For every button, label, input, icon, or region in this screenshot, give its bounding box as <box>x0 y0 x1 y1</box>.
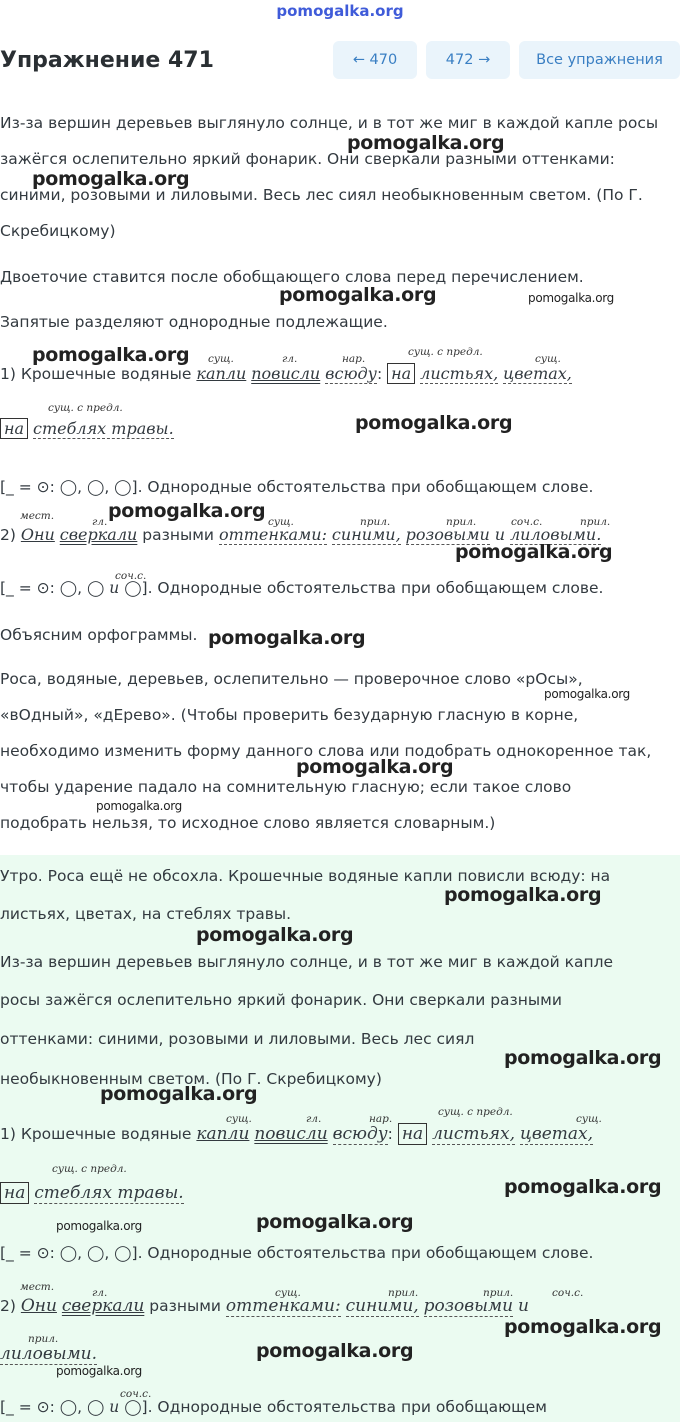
watermark: pomogalka.org <box>279 284 437 306</box>
watermark: pomogalka.org <box>208 627 366 649</box>
sentence-1-line-2 <box>0 419 174 438</box>
answer-sentence-2-line-2: лиловыми. <box>0 1344 98 1364</box>
answer-scheme-1: [_ = ⊙: ◯, ◯, ◯]. Однородные обстоятельства при обобщающем слове. <box>0 1244 594 1262</box>
page-title: Упражнение 471 <box>0 48 214 73</box>
label-sush: сущ. <box>208 353 234 365</box>
label-sush: сущ. <box>535 353 561 365</box>
watermark: pomogalka.org <box>196 924 354 946</box>
word-cvetah: цветах, <box>503 364 572 383</box>
label-soch: соч.с. <box>115 570 147 582</box>
word-listyah: листьях, <box>420 364 499 383</box>
watermark: pomogalka.org <box>100 1083 258 1105</box>
word-sverkali: сверкали <box>59 525 138 544</box>
watermark: pomogalka.org <box>355 412 513 434</box>
explain-line: необходимо изменить форму данного слова или подобрать однокоренное так, <box>0 742 652 760</box>
next-exercise-button[interactable]: 472 → <box>426 41 510 79</box>
watermark: pomogalka.org <box>56 1364 142 1378</box>
scheme-2: [_ = ⊙: ◯, ◯ и ◯]. Однородные обстоятельства при обобщающем слове. <box>0 579 604 597</box>
label-mest: мест. <box>20 510 55 522</box>
watermark: pomogalka.org <box>96 799 182 813</box>
word-kapli: капли <box>196 364 247 383</box>
watermark: pomogalka.org <box>444 884 602 906</box>
watermark: pomogalka.org <box>32 344 190 366</box>
answer-line: Из-за вершин деревьев выглянуло солнце, и в тот же миг в каждой капле <box>0 953 614 971</box>
word-lilovymi: лиловыми. <box>509 525 602 544</box>
scheme-1: [_ = ⊙: ◯, ◯, ◯]. Однородные обстоятельства при обобщающем слове. <box>0 478 594 496</box>
word-sinimi: синими, <box>331 525 401 544</box>
watermark: pomogalka.org <box>504 1316 662 1338</box>
word-rozovymi: розовыми <box>405 525 490 544</box>
watermark: pomogalka.org <box>296 756 454 778</box>
watermark: pomogalka.org <box>455 541 613 563</box>
watermark: pomogalka.org <box>108 500 266 522</box>
sentence-1-line-1: 1) Крошечные водяные капли повисли всюду: на листьях, цветах, <box>0 364 572 383</box>
label-sush-pred: сущ. с предл. <box>48 402 123 414</box>
sentence-2: 2) Они сверкали разными оттенками: синими, розовыми и лиловыми. <box>0 525 602 544</box>
explain-title: Объясним орфограммы. <box>0 626 198 644</box>
label-gl: гл. <box>92 516 108 528</box>
answer-line: Утро. Роса ещё не обсохла. Крошечные водяные капли повисли всюду: на <box>0 867 611 885</box>
watermark: pomogalka.org <box>256 1340 414 1362</box>
explain-line: подобрать нельзя, то исходное слово является словарным.) <box>0 814 496 832</box>
explain-line: чтобы ударение падало на сомнительную гласную; если такое слово <box>0 778 572 796</box>
word-i: и <box>494 525 506 544</box>
text-line: Скребицкому) <box>0 222 116 240</box>
text-line: зажёгся ослепительно яркий фонарик. Они сверкали разными оттенками: <box>0 150 615 168</box>
answer-line: необыкновенным светом. (По Г. Скребицкому) <box>0 1070 382 1088</box>
watermark: pomogalka.org <box>32 168 190 190</box>
answer-sentence-2: 2) Они сверкали разными оттенками: синими, розовыми и <box>0 1296 529 1316</box>
explain-line: Роса, водяные, деревьев, ослепительно — проверочное слово «рОсы», <box>0 670 583 688</box>
answer-scheme-2: [_ = ⊙: ◯, ◯ и ◯]. Однородные обстоятельства при обобщающем <box>0 1398 547 1416</box>
text-line: Из-за вершин деревьев выглянуло солнце, и в тот же миг в каждой капле росы <box>0 114 659 132</box>
answer-sentence-1-line-1: 1) Крошечные водяные капли повисли всюду: на листьях, цветах, <box>0 1124 594 1144</box>
rule-line: Двоеточие ставится после обобщающего слова перед перечислением. <box>0 268 584 286</box>
word-povisli: повисли <box>251 364 321 383</box>
label-gl: гл. <box>282 353 298 365</box>
site-watermark[interactable]: pomogalka.org <box>276 2 404 20</box>
answer-line: листьях, цветах, на стеблях травы. <box>0 905 291 923</box>
word-na-boxed: на <box>0 418 28 439</box>
answer-line: росы зажёгся ослепительно яркий фонарик. Они сверкали разными <box>0 991 562 1009</box>
watermark: pomogalka.org <box>347 132 505 154</box>
answer-line: оттенками: синими, розовыми и лиловыми. Весь лес сиял <box>0 1030 475 1048</box>
word-steblyah: стеблях травы. <box>33 419 174 438</box>
watermark: pomogalka.org <box>504 1047 662 1069</box>
watermark: pomogalka.org <box>504 1176 662 1198</box>
word-na-boxed: на <box>387 363 415 384</box>
explain-line: «вОдный», «дЕрево». (Чтобы проверить безударную гласную в корне, <box>0 706 579 724</box>
label-pril: прил. <box>580 516 611 528</box>
rule-line: Запятые разделяют однородные подлежащие. <box>0 313 388 331</box>
prev-exercise-button[interactable]: ← 470 <box>333 41 417 79</box>
label-pril: прил. <box>360 516 391 528</box>
label-pril: прил. <box>446 516 477 528</box>
answer-sentence-1-line-2: на стеблях травы. <box>0 1183 184 1203</box>
label-sush: сущ. <box>268 516 294 528</box>
watermark: pomogalka.org <box>56 1219 142 1233</box>
watermark: pomogalka.org <box>256 1211 414 1233</box>
word-vsyudu: всюду <box>325 364 377 383</box>
watermark: pomogalka.org <box>544 687 630 701</box>
label-nar: нар. <box>342 353 366 365</box>
word-ottenkami: оттенками: <box>218 525 327 544</box>
word-oni: Они <box>20 525 55 544</box>
label-sush-pred: сущ. с предл. <box>408 346 483 358</box>
all-exercises-button[interactable]: Все упражнения <box>519 41 680 79</box>
watermark: pomogalka.org <box>528 291 614 305</box>
text-line: синими, розовыми и лиловыми. Весь лес сиял необыкновенным светом. (По Г. <box>0 186 643 204</box>
label-soch: соч.с. <box>511 516 543 528</box>
